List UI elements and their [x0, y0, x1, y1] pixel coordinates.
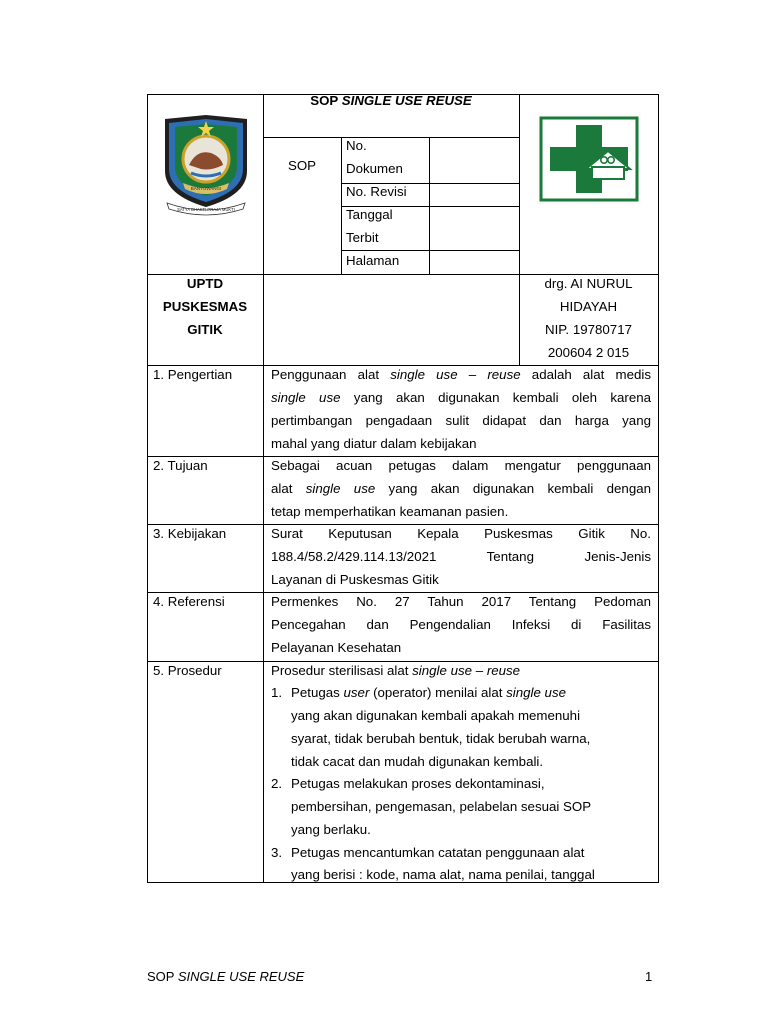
page-number: 1 — [645, 969, 653, 984]
regency-emblem — [161, 113, 251, 217]
section-label-referensi: 4. Referensi — [153, 594, 225, 609]
sop-label: SOP — [287, 158, 317, 173]
document-title — [263, 89, 519, 112]
footer-title: SOP SINGLE USE REUSE — [147, 969, 305, 984]
field-no-revisi-label: No. Revisi — [346, 184, 407, 199]
prosedur-intro: Prosedur sterilisasi alat single use – reuse — [271, 663, 521, 678]
referensi-line-2: Pencegahan dan Pengendalian Infeksi di Fasilitas — [271, 617, 651, 632]
emblem-ribbon-text: BANYUWANGI — [190, 186, 222, 191]
signer-line-1: drg. AI NURUL — [544, 276, 633, 291]
org-line-2: PUSKESMAS — [162, 299, 248, 314]
section-label-prosedur: 5. Prosedur — [153, 663, 222, 678]
referensi-line-1: Permenkes No. 27 Tahun 2017 Tentang Pedoman — [271, 594, 651, 609]
pengertian-line-1: Penggunaan alat single use – reuse adalah alat medis — [271, 367, 652, 382]
emblem-motto-text: SATYA BHAKTI PRAJA MUKTI — [177, 207, 235, 212]
title-italic: SINGLE USE REUSE — [341, 93, 472, 108]
field-no-label: No. — [346, 138, 367, 153]
step-2-line-2: pembersihan, pengemasan, pelabelan sesuai SOP — [291, 799, 592, 814]
org-line-1: UPTD — [186, 276, 224, 291]
signer-line-3: NIP. 19780717 — [544, 322, 632, 337]
kebijakan-line-2: 188.4/58.2/429.114.13/2021 Tentang Jenis-Jenis — [271, 549, 651, 564]
step-1-line-3: syarat, tidak berubah bentuk, tidak berubah warna, — [291, 731, 591, 746]
field-terbit-label: Terbit — [346, 230, 379, 245]
tujuan-line-3: tetap memperhatikan keamanan pasien. — [271, 504, 509, 519]
step-1-line-1: Petugas user (operator) menilai alat single use — [291, 685, 566, 700]
pengertian-line-2: single use yang akan digunakan kembali oleh karena — [271, 390, 651, 405]
step-3-number: 3. — [271, 845, 283, 860]
step-2-number: 2. — [271, 776, 283, 791]
step-2-line-3: yang berlaku. — [291, 822, 371, 837]
kebijakan-line-3: Layanan di Puskesmas Gitik — [271, 572, 439, 587]
section-label-pengertian: 1. Pengertian — [153, 367, 233, 382]
step-2-line-1: Petugas melakukan proses dekontaminasi, — [291, 776, 545, 791]
field-tanggal-label: Tanggal — [346, 207, 393, 222]
pengertian-line-3: pertimbangan pengadaan sulit didapat dan harga yang — [271, 413, 651, 428]
title-prefix: SOP — [310, 93, 342, 108]
tujuan-line-2: alat single use yang akan digunakan kembali dengan — [271, 481, 652, 496]
org-line-3: GITIK — [187, 322, 223, 337]
pengertian-line-4: mahal yang diatur dalam kebijakan — [271, 436, 477, 451]
section-label-tujuan: 2. Tujuan — [153, 458, 208, 473]
step-3-line-1: Petugas mencantumkan catatan penggunaan alat — [291, 845, 585, 860]
puskesmas-logo — [536, 113, 642, 205]
signer-line-4: 200604 2 015 — [547, 345, 630, 360]
step-1-number: 1. — [271, 685, 283, 700]
signer-line-2: HIDAYAH — [559, 299, 618, 314]
referensi-line-3: Pelayanan Kesehatan — [271, 640, 402, 655]
section-label-kebijakan: 3. Kebijakan — [153, 526, 227, 541]
step-1-line-2: yang akan digunakan kembali apakah memenuhi — [291, 708, 581, 723]
field-halaman-label: Halaman — [346, 253, 400, 268]
tujuan-line-1: Sebagai acuan petugas dalam mengatur penggunaan — [271, 458, 651, 473]
step-1-line-4: tidak cacat dan mudah digunakan kembali. — [291, 754, 544, 769]
kebijakan-line-1: Surat Keputusan Kepala Puskesmas Gitik No. — [271, 526, 651, 541]
step-3-line-2: yang berisi : kode, nama alat, nama penilai, tanggal — [291, 867, 595, 882]
field-dokumen-label: Dokumen — [346, 161, 403, 176]
